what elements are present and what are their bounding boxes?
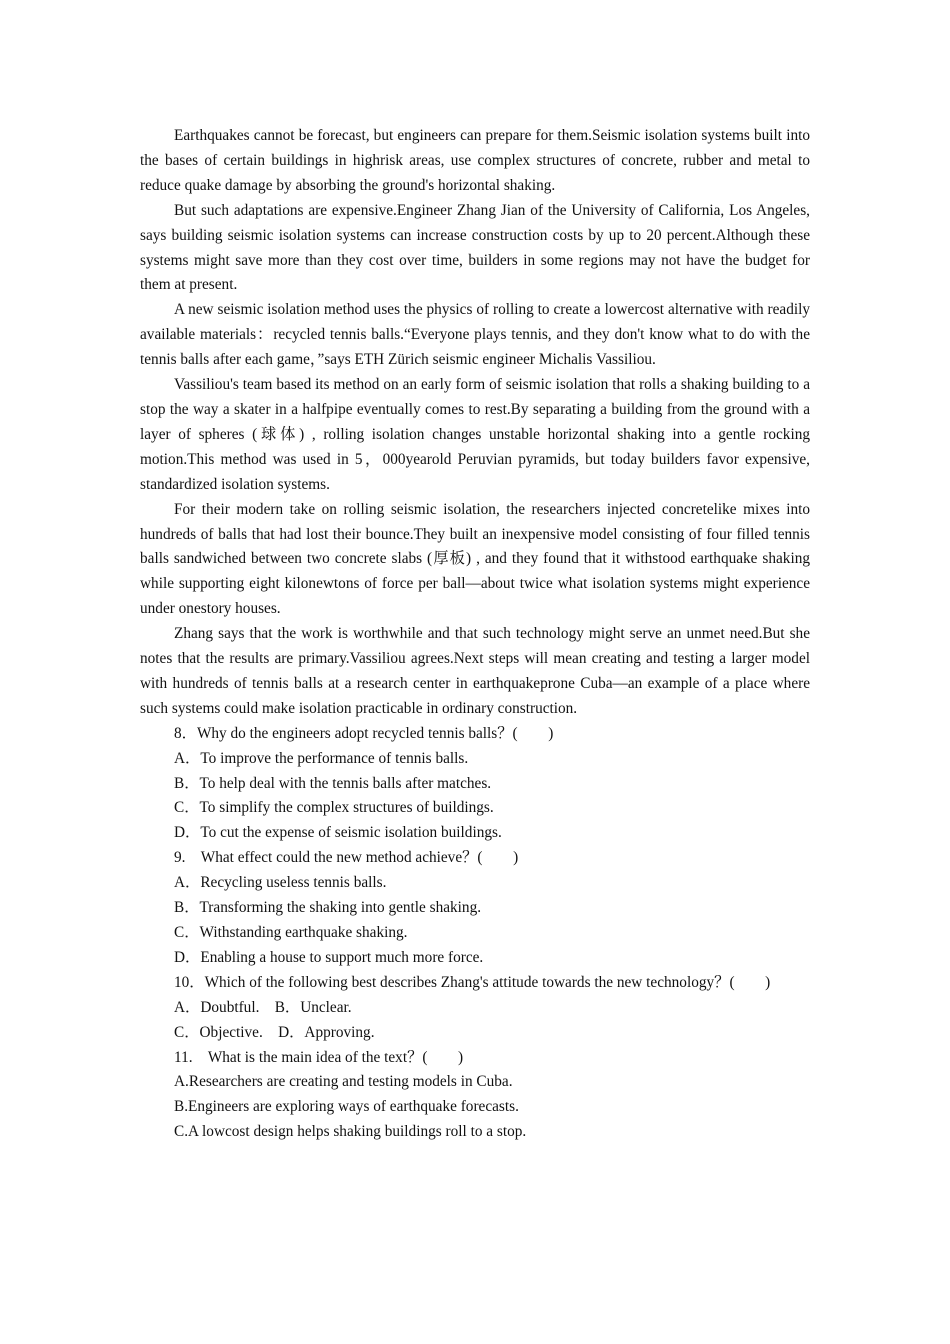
question-9-option-c: C．Withstanding earthquake shaking. [174,924,408,941]
question-10-options-ab: A．Doubtful. B．Unclear. [174,998,352,1016]
question-11-option-b: B.Engineers are exploring ways of earthquake forecasts. [174,1098,519,1116]
passage-paragraph-6: Zhang says that the work is worthwhile and that such technology might serve an unmet need.But she notes that the results are primary.Vassiliou agrees.Next steps will mean creating and testing a larger model with hundreds of tennis balls at a research center in earthquakeprone Cuba—an example of a place where such systems could make isolation practicable in ordinary construction. [140,625,810,717]
question-8-option-d: D．To cut the expense of seismic isolation buildings. [174,824,502,842]
question-10 [140,971,810,1046]
passage-paragraph-3: A new seismic isolation method uses the physics of rolling to create a lowercost alternative with readily available materials：recycled tennis balls.“Everyone plays tennis, and they don't know what to do with the tennis balls after each game，”says ETH Zürich seismic engineer Michalis Vassiliou. [140,301,810,369]
question-9-option-d: D．Enabling a house to support much more force. [174,948,484,966]
question-11-option-c: C.A lowcost design helps shaking buildings roll to a stop. [174,1123,527,1141]
passage-paragraph-4: Vassiliou's team based its method on an early form of seismic isolation that rolls a shaking building to a stop the way a skater in a halfpipe eventually comes to rest.By separating a building from the ground with a layer of spheres (球体) , rolling isolation changes unstable horizontal shaking into a gentle rocking motion.This method was used in 5，000yearold Peruvian pyramids, but today builders favor expensive, standardized isolation systems. [140,376,810,493]
question-10-options-cd: C．Objective. D．Approving. [174,1023,375,1041]
passage-paragraph-5: For their modern take on rolling seismic isolation, the researchers injected concretelike mixes into hundreds of balls that had lost their bounce.They built an inexpensive model consisting of four filled tennis balls sandwiched between two concrete slabs (厚板) , and they found that it withstood earthquake shaking while supporting eight kilonewtons of force per ball—about twice what isolation systems might experience under onestory houses. [140,500,810,618]
question-9-option-b: B．Transforming the shaking into gentle shaking. [174,899,482,917]
question-10-stem: 10．Which of the following best describes Zhang's attitude towards the new technology？( ) [174,973,771,991]
question-8-option-b: B．To help deal with the tennis balls after matches. [174,774,492,792]
question-9-option-a: A．Recycling useless tennis balls. [174,874,387,892]
question-8 [140,722,810,847]
question-9-stem: 9. What effect could the new method achieve？( ) [174,849,519,867]
question-8-stem: 8．Why do the engineers adopt recycled tennis balls？( ) [174,724,554,742]
question-11 [140,1046,810,1146]
passage-paragraph-1: Earthquakes cannot be forecast, but engineers can prepare for them.Seismic isolation systems built into the bases of certain buildings in highrisk areas, use complex structures of concrete, rubber and metal to reduce quake damage by absorbing the ground's horizontal shaking. [140,127,810,194]
question-11-option-a: A.Researchers are creating and testing models in Cuba. [174,1073,513,1091]
document-page [140,124,810,1145]
question-9 [140,846,810,971]
question-8-option-a: A．To improve the performance of tennis balls. [174,749,469,767]
passage-paragraph-2: But such adaptations are expensive.Engineer Zhang Jian of the University of California, Los Angeles, says building seismic isolation systems can increase construction costs by up to 20 percent.Although these systems might save more than they cost over time, builders in some regions may not have the budget for them at present. [140,201,810,294]
question-8-option-c: C．To simplify the complex structures of buildings. [174,799,494,817]
question-11-stem: 11. What is the main idea of the text？( ) [174,1048,464,1066]
